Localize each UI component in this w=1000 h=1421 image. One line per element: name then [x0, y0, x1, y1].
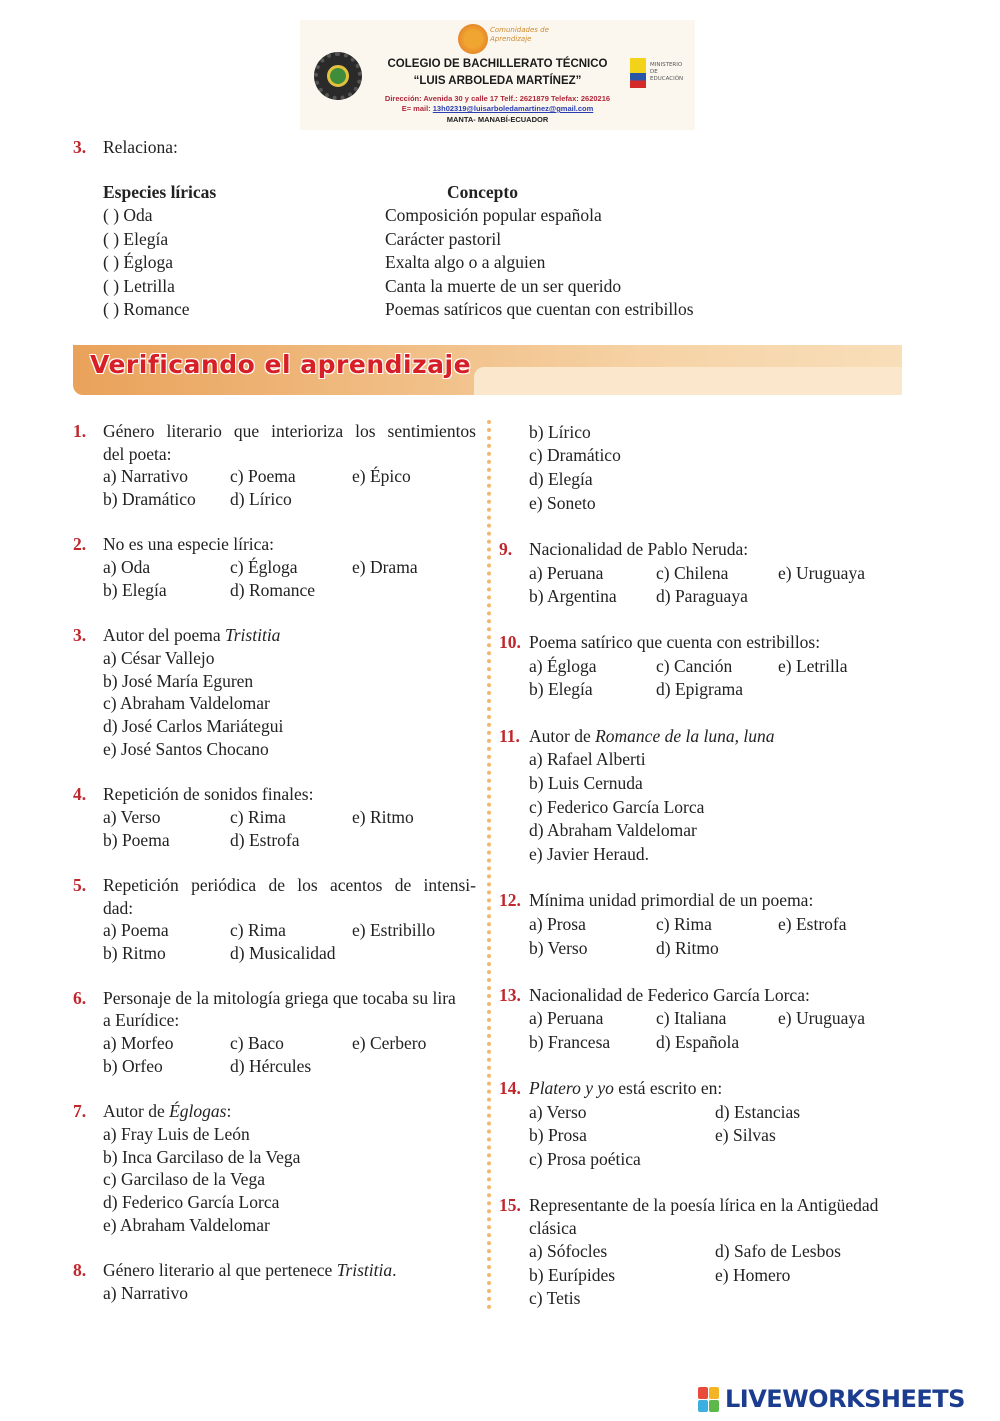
question-number: 13.	[499, 985, 521, 1005]
question-text: Nacionalidad de Federico García Lorca:	[529, 985, 810, 1005]
school-name-line1: COLEGIO DE BACHILLERATO TÉCNICO	[387, 58, 608, 70]
option-d[interactable]: d) Federico García Lorca	[103, 1192, 280, 1212]
option-d[interactable]: d) Safo de Lesbos	[715, 1241, 841, 1261]
question-text-cont: clásica	[529, 1218, 577, 1238]
option-d[interactable]: d) Abraham Valdelomar	[529, 820, 697, 840]
question-number: 9.	[499, 539, 513, 559]
community-sun-logo	[458, 24, 488, 54]
option-a[interactable]: a) Sófocles	[529, 1241, 608, 1261]
question-text: Género literario que interioriza los sentimientos	[103, 421, 476, 441]
option-e[interactable]: e) José Santos Chocano	[103, 739, 269, 759]
option-c[interactable]: c) Garcilaso de la Vega	[103, 1169, 265, 1189]
option-c[interactable]: c) Abraham Valdelomar	[103, 693, 270, 713]
question-text: Género literario al que pertenece Tristitia.	[103, 1260, 397, 1280]
option-b[interactable]: b) Dramático	[103, 489, 196, 509]
option-e[interactable]: e) Estrofa	[778, 914, 847, 934]
option-c[interactable]: c) Chilena	[656, 563, 729, 583]
option-a[interactable]: a) Verso	[529, 1102, 587, 1122]
option-a[interactable]: a) Verso	[103, 807, 161, 827]
match-answer-slot[interactable]: ( ) Romance	[103, 299, 190, 319]
option-e[interactable]: e) Épico	[352, 466, 411, 486]
option-d[interactable]: d) Estancias	[715, 1102, 801, 1122]
question-text-cont: a Eurídice:	[103, 1010, 180, 1030]
option-b[interactable]: b) Poema	[103, 830, 170, 850]
question-text: Autor de Romance de la luna, luna	[529, 726, 775, 746]
school-header	[300, 20, 695, 130]
option-a[interactable]: a) Peruana	[529, 1008, 604, 1028]
option-e[interactable]: e) Homero	[715, 1265, 791, 1285]
option-c[interactable]: c) Rima	[230, 920, 286, 940]
question-number: 2.	[73, 534, 87, 554]
question-text: Platero y yo está escrito en:	[529, 1078, 723, 1098]
ministry-logo	[630, 58, 690, 92]
option-a[interactable]: a) Oda	[103, 557, 151, 577]
option-b[interactable]: b) Francesa	[529, 1032, 611, 1052]
option-e[interactable]: e) Abraham Valdelomar	[103, 1215, 270, 1235]
option-d[interactable]: d) Estrofa	[230, 830, 300, 850]
match-answer-slot[interactable]: ( ) Égloga	[103, 252, 173, 272]
concept-text: Exalta algo o a alguien	[385, 252, 546, 272]
work-title: Églogas	[169, 1101, 227, 1121]
option-b[interactable]: b) Argentina	[529, 586, 617, 606]
concept-text: Composición popular española	[385, 205, 602, 225]
option-b[interactable]: b) Orfeo	[103, 1056, 163, 1076]
option-b[interactable]: b) Lírico	[529, 422, 591, 442]
concept-text: Canta la muerte de un ser querido	[385, 276, 622, 296]
option-c[interactable]: c) Baco	[230, 1033, 284, 1053]
school-address: Dirección: Avenida 30 y calle 17 Telf.: 2621879 Telefax: 2620216	[384, 94, 611, 103]
left-column-header: Especies líricas	[103, 182, 217, 202]
option-e[interactable]: e) Ritmo	[352, 807, 414, 827]
question-text: Nacionalidad de Pablo Neruda:	[529, 539, 749, 559]
school-email-line	[300, 104, 695, 113]
option-d[interactable]: d) Musicalidad	[230, 943, 336, 963]
question-text: Repetición periódica de los acentos de intensi-	[103, 875, 476, 895]
question-number: 3.	[73, 625, 87, 645]
question-number: 8.	[73, 1260, 87, 1280]
work-title: Romance de la luna, luna	[595, 726, 775, 746]
work-title: Platero y yo	[529, 1078, 614, 1098]
question-number: 11.	[499, 726, 520, 746]
email-label: E= mail:	[401, 104, 431, 113]
option-e[interactable]: e) Javier Heraud.	[529, 844, 650, 864]
match-answer-slot[interactable]: ( ) Oda	[103, 205, 153, 225]
option-e[interactable]: e) Uruguaya	[778, 1008, 865, 1028]
option-c[interactable]: c) Italiana	[656, 1008, 727, 1028]
option-c[interactable]: c) Dramático	[529, 445, 621, 465]
concept-text: Carácter pastoril	[385, 229, 502, 249]
option-a[interactable]: a) Peruana	[529, 563, 604, 583]
option-b[interactable]: b) Luis Cernuda	[529, 773, 643, 793]
option-b[interactable]: b) Verso	[529, 938, 588, 958]
concept-text: Poemas satíricos que cuentan con estribillos	[385, 299, 694, 319]
option-b[interactable]: b) Elegía	[103, 580, 167, 600]
relaciona-title: Relaciona:	[103, 137, 178, 157]
option-c[interactable]: c) Égloga	[230, 557, 298, 577]
question-number: 5.	[73, 875, 87, 895]
option-e[interactable]: e) Soneto	[529, 493, 596, 513]
question-text: Representante de la poesía lírica en la Antigüedad	[529, 1195, 879, 1215]
question-text: Autor de Églogas:	[103, 1101, 232, 1121]
banner-tab-decoration	[474, 367, 902, 395]
ecuador-flag-icon	[630, 58, 646, 88]
question-number: 14.	[499, 1078, 521, 1098]
match-answer-slot[interactable]: ( ) Letrilla	[103, 276, 175, 296]
option-b[interactable]: b) Ritmo	[103, 943, 166, 963]
option-d[interactable]: d) Lírico	[230, 489, 292, 509]
question-number: 4.	[73, 784, 87, 804]
option-c[interactable]: c) Federico García Lorca	[529, 797, 705, 817]
school-name-line2: “LUIS ARBOLEDA MARTÍNEZ”	[413, 75, 582, 87]
option-a[interactable]: a) Morfeo	[103, 1033, 174, 1053]
column-divider	[487, 420, 491, 1310]
option-c[interactable]: c) Prosa poética	[529, 1149, 641, 1169]
option-a[interactable]: a) Narrativo	[103, 466, 189, 486]
question-text: Personaje de la mitología griega que tocaba su lira	[103, 988, 456, 1008]
option-d[interactable]: d) Hércules	[230, 1056, 312, 1076]
option-a[interactable]: a) Fray Luis de León	[103, 1124, 250, 1144]
option-e[interactable]: e) Uruguaya	[778, 563, 865, 583]
option-d[interactable]: d) Epigrama	[656, 679, 743, 699]
right-column-header: Concepto	[447, 182, 518, 202]
option-d[interactable]: d) Elegía	[529, 469, 593, 489]
option-b[interactable]: b) Eurípides	[529, 1265, 616, 1285]
question-text-cont: dad:	[103, 898, 134, 918]
option-a[interactable]: a) Égloga	[529, 656, 597, 676]
work-title: Tristitia	[336, 1260, 393, 1280]
question-number: 1.	[73, 421, 87, 441]
option-b[interactable]: b) José María Eguren	[103, 671, 254, 691]
option-a[interactable]: a) Prosa	[529, 914, 586, 934]
option-e[interactable]: e) Letrilla	[778, 656, 848, 676]
question-number: 12.	[499, 890, 521, 910]
question-number: 6.	[73, 988, 87, 1008]
question-number: 10.	[499, 632, 521, 652]
option-c[interactable]: c) Poema	[230, 466, 296, 486]
email-link[interactable]: 13h02319@luisarboledamartinez@gmail.com	[432, 104, 594, 113]
question-text: Repetición de sonidos finales:	[103, 784, 314, 804]
section-title: Verificando el aprendizaje	[90, 350, 472, 379]
option-d[interactable]: d) Ritmo	[656, 938, 719, 958]
option-c[interactable]: c) Canción	[656, 656, 733, 676]
school-city: MANTA- MANABÍ-ECUADOR	[446, 115, 549, 124]
question-number: 15.	[499, 1195, 521, 1215]
question-text-cont: del poeta:	[103, 444, 172, 464]
match-answer-slot[interactable]: ( ) Elegía	[103, 229, 169, 249]
community-label: Comunidades de Aprendizaje	[490, 26, 549, 43]
option-e[interactable]: e) Cerbero	[352, 1033, 427, 1053]
question-text: Autor del poema Tristitia	[103, 625, 281, 645]
option-b[interactable]: b) Elegía	[529, 679, 593, 699]
option-d[interactable]: d) Romance	[230, 580, 316, 600]
question-number: 7.	[73, 1101, 87, 1121]
liveworksheets-logo-icon	[698, 1387, 720, 1413]
option-e[interactable]: e) Estribillo	[352, 920, 436, 940]
option-e[interactable]: e) Silvas	[715, 1125, 776, 1145]
option-d[interactable]: d) Española	[656, 1032, 740, 1052]
option-b[interactable]: b) Inca Garcilaso de la Vega	[103, 1147, 301, 1167]
work-title: Tristitia	[224, 625, 281, 645]
option-e[interactable]: e) Drama	[352, 557, 418, 577]
ministry-label: MINISTERIO DE EDUCACIÓN	[650, 62, 684, 82]
option-a[interactable]: a) César Vallejo	[103, 648, 215, 668]
option-b[interactable]: b) Prosa	[529, 1125, 587, 1145]
option-a[interactable]: a) Rafael Alberti	[529, 749, 646, 769]
liveworksheets-wordmark: LIVEWORKSHEETS	[725, 1385, 965, 1413]
option-d[interactable]: d) Paraguaya	[656, 586, 748, 606]
liveworksheets-watermark[interactable]	[698, 1385, 993, 1415]
question-text: No es una especie lírica:	[103, 534, 275, 554]
option-a[interactable]: a) Narrativo	[103, 1283, 189, 1303]
option-c[interactable]: c) Rima	[230, 807, 286, 827]
option-d[interactable]: d) José Carlos Mariátegui	[103, 716, 284, 736]
option-c[interactable]: c) Tetis	[529, 1288, 581, 1308]
question-text: Poema satírico que cuenta con estribillos:	[529, 632, 821, 652]
option-a[interactable]: a) Poema	[103, 920, 169, 940]
question-text: Mínima unidad primordial de un poema:	[529, 890, 814, 910]
option-c[interactable]: c) Rima	[656, 914, 712, 934]
question-number: 3.	[73, 137, 87, 157]
